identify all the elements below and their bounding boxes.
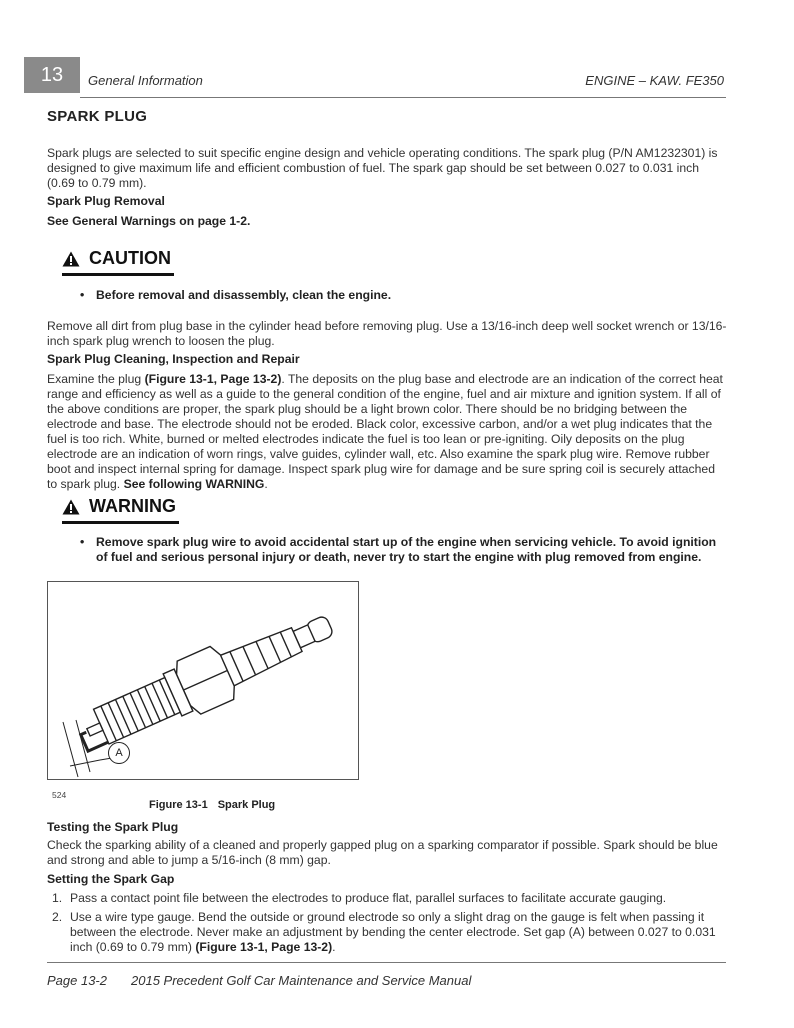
testing-paragraph: Check the sparking ability of a cleaned and properly gapped plug on a sparking comparator if possible. Spark should be blue and strong and able to jump a 5/16-inch (8 mm) gap. <box>47 838 718 867</box>
caution-label: CAUTION <box>89 248 171 268</box>
cleaning-text-body: . The deposits on the plug base and electrode are an indication of the correct heat range and efficiency as well as a guide to the general condition of the engine, fuel and air mixture and ignition system. If all of the above conditions are proper, the spark plug should be a light brown color. There should be no bridging between the electrode and base. The electrode should not be eroded. Black color, excessive carbon, and/or a wet plug indicates that the fuel is too rich. White, burned or melted electrodes indicate the fuel is too lean or pre-igniting. Oily deposits on the plug electrode are an indication of worn rings, valve guides, cylinder wall, etc. Also examine the spark plug wire. Remove rubber boot and inspect internal spring for damage. Inspect spark plug wire for damage and be sure spring coil is securely attached to spark plug. <box>47 372 723 491</box>
warning-bullet-text: Remove spark plug wire to avoid accidental start up of the engine when servicing vehicle. To avoid ignition of fuel and serious personal injury or death, never try to start the engine with plug removed from engine. <box>96 535 717 564</box>
figure-reference-link[interactable]: (Figure 13-1, Page 13-2) <box>195 940 333 954</box>
caution-bullet-text: Before removal and disassembly, clean the engine. <box>96 288 392 302</box>
list-item <box>47 891 727 906</box>
removal-heading: Spark Plug Removal <box>47 194 165 208</box>
see-warning-link[interactable]: See following WARNING <box>123 477 265 491</box>
warning-triangle-icon <box>62 251 80 267</box>
removal-paragraph: Remove all dirt from plug base in the cylinder head before removing plug. Use a 13/16-inch deep well socket wrench or 13/16-inch spark plug wrench to loosen the plug. <box>47 319 727 348</box>
cleaning-paragraph <box>47 372 727 492</box>
caution-bullet <box>80 288 730 303</box>
figure-reference-link[interactable]: (Figure 13-1, Page 13-2) <box>144 372 282 386</box>
intro-paragraph: Spark plugs are selected to suit specific engine design and vehicle operating conditions. The spark plug (P/N AM1232301) is designed to give maximum life and efficient combustion of fuel. The spark gap should be set between 0.027 to 0.031 inch (0.69 to 0.79 mm). <box>47 146 718 190</box>
list-number: 1. <box>52 891 63 905</box>
callout-a: A <box>108 742 130 764</box>
figure-caption-text: Spark Plug <box>217 799 276 811</box>
cleaning-text-start: Examine the plug <box>47 372 145 386</box>
bullet-dot: • <box>80 535 85 549</box>
cleaning-text-end: . <box>264 477 268 491</box>
list-text-end: . <box>332 940 336 954</box>
warning-rule <box>62 521 179 524</box>
general-warnings-link[interactable]: See General Warnings on page 1-2. <box>47 214 251 228</box>
gap-heading: Setting the Spark Gap <box>47 872 175 886</box>
list-text <box>70 910 727 955</box>
testing-heading: Testing the Spark Plug <box>47 820 179 834</box>
list-text: Pass a contact point file between the electrodes to produce flat, parallel surfaces to facilitate accurate gauging. <box>70 891 667 905</box>
cleaning-heading: Spark Plug Cleaning, Inspection and Repair <box>47 352 300 366</box>
figure-number: Figure 13-1 <box>149 799 208 811</box>
list-number: 2. <box>52 910 63 924</box>
figure-caption <box>149 799 275 811</box>
list-item <box>47 910 727 955</box>
warning-triangle-icon <box>62 499 80 515</box>
caution-rule <box>62 273 174 276</box>
list-text-body: Use a wire type gauge. Bend the outside or ground electrode so only a slight drag on the gauge is felt when passing it between the electrode. Never make an adjustment by bending the center electrode. Set gap (A) between 0.027 to 0.031 inch (0.69 to 0.79 mm) <box>70 910 716 954</box>
warning-bullet <box>80 535 730 565</box>
chapter-number-box: 13 <box>24 57 80 93</box>
bullet-dot: • <box>80 288 85 302</box>
figure-id: 524 <box>52 790 67 800</box>
warning-label: WARNING <box>89 496 176 516</box>
header-section: General Information <box>88 73 203 88</box>
page-title: SPARK PLUG <box>47 108 148 125</box>
header-engine: ENGINE – KAW. FE350 <box>585 73 724 88</box>
warning-title <box>62 496 176 517</box>
footer-rule <box>47 962 726 963</box>
header-rule <box>80 97 726 98</box>
caution-title <box>62 248 171 269</box>
spark-plug-illustration <box>48 582 359 780</box>
footer-manual-title: 2015 Precedent Golf Car Maintenance and Service Manual <box>131 973 472 988</box>
footer-page-number: Page 13-2 <box>47 973 107 988</box>
spark-plug-figure <box>47 581 359 780</box>
